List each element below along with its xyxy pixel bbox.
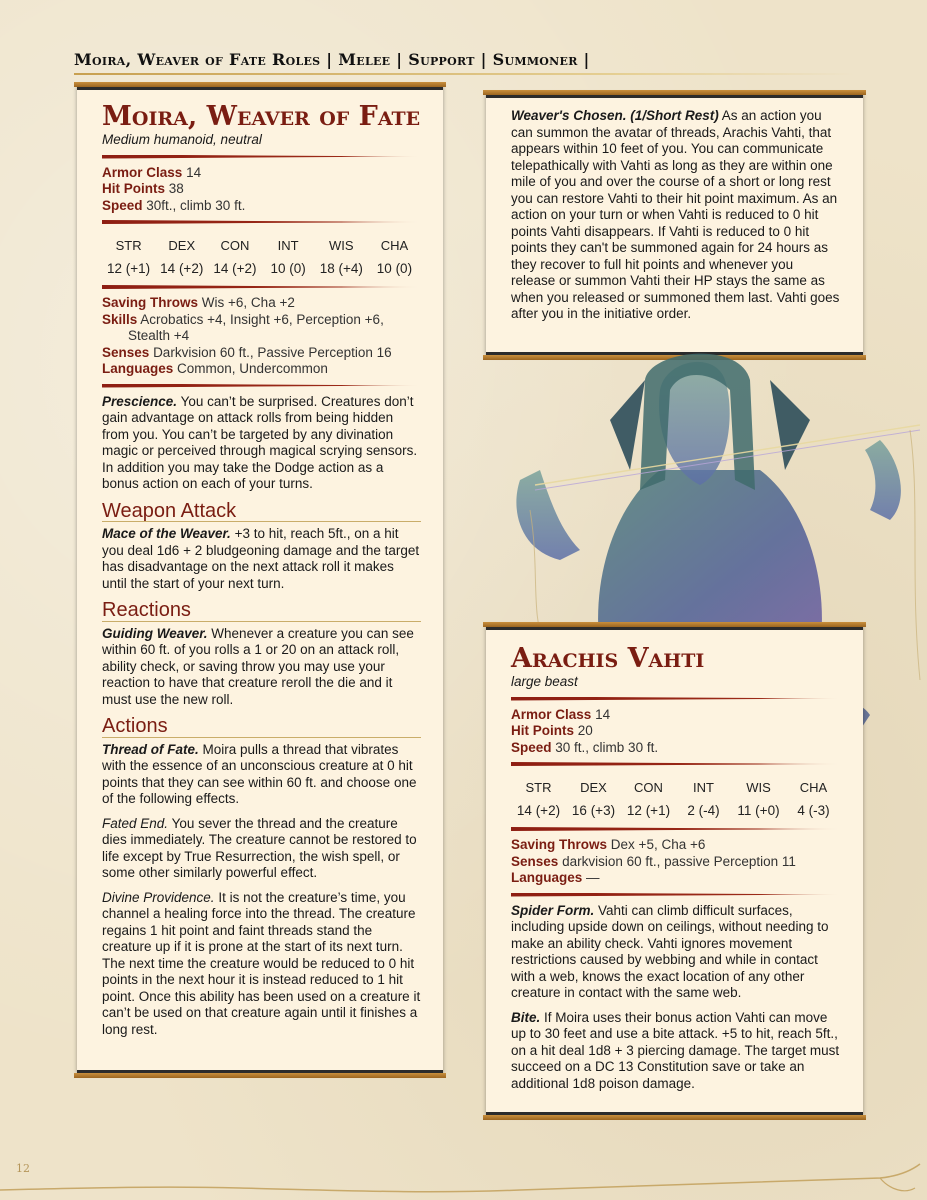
- ability-name: WIS: [328, 238, 354, 253]
- ability-name: INT: [693, 780, 714, 795]
- header-rule: [74, 73, 854, 75]
- vahti-name: Arachis Vahti: [511, 643, 705, 674]
- page-header: Moira, Weaver of Fate Roles | Melee | Support | Summoner |: [74, 50, 590, 69]
- armor-class: Armor Class 14: [102, 164, 202, 180]
- divider: [102, 384, 421, 388]
- divider: [102, 285, 421, 289]
- languages: Languages Common, Undercommon: [102, 361, 328, 376]
- page-number: 12: [16, 1162, 30, 1175]
- ability-score: 18 (+4): [319, 260, 363, 276]
- trait-bite: Bite. If Moira uses their bonus action Vahti can move up to 30 feet and use a bite attack. +5 to hit, reach 5ft., on a hit deal 1d8 + 3 piercing damage. The target must succeed on a DC 13 Constitution save or take an additional 1d8 poison damage.: [511, 1009, 840, 1091]
- ability-name: CON: [634, 780, 663, 795]
- ability-score: 11 (+0): [737, 802, 780, 818]
- ability-score: 14 (+2): [160, 260, 204, 276]
- armor-class: Armor Class 14: [511, 706, 611, 722]
- senses: Senses Darkvision 60 ft., Passive Perception 16: [102, 344, 392, 360]
- ability-name: STR: [525, 780, 552, 795]
- ability-score: 14 (+2): [213, 260, 257, 276]
- ability-score: 12 (+1): [107, 260, 151, 276]
- ability-score: 14 (+2): [516, 802, 561, 818]
- speed: Speed 30 ft., climb 30 ft.: [511, 739, 659, 755]
- action-fated-end: Fated End. You sever the thread and the creature dies immediately. The creature cannot be restored to life except by True Resurrection, the wish spell, or some other similarly powerful effect.: [102, 815, 417, 880]
- footer-ornament: [0, 1160, 927, 1200]
- ability-name: CHA: [799, 780, 828, 795]
- ability-name: STR: [115, 238, 142, 253]
- divider: [511, 762, 841, 766]
- ability-name: WIS: [746, 780, 771, 795]
- ability-name: DEX: [580, 780, 607, 795]
- moira-type: Medium humanoid, neutral: [102, 132, 262, 147]
- action-divine-providence: Divine Providence. It is not the creature’s time, you channel a healing force into the thread. The creature regains 1 hit point and faint threads stand the creature up if it is prone at the start of its next turn. The next time the creature would be reduced to 0 hit points in the next hour it is instead reduced to 1 hit point. Once this ability has been used on a creature it can’t be used on that creature again until it finishes a long rest.: [102, 889, 421, 1037]
- trait-prescience: Prescience. You can’t be surprised. Creatures don’t gain advantage on attack rolls from being hidden from you. You can’t be targeted by any divination magic or perceived through magical scrying sensors. In addition you may take the Dodge action as a bonus action on each of your turns.: [102, 393, 418, 491]
- divider: [511, 697, 841, 701]
- trait-spider-form: Spider Form. Vahti can climb difficult surfaces, including upside down on ceilings, without needing to make an ability check. Vahti ignores movement restrictions caused by webbing and while in contact with a web, knows the exact location of any other creature in contact with the same web.: [511, 902, 829, 1000]
- ability-score: 4 (-3): [797, 802, 830, 818]
- hit-points: Hit Points 38: [102, 181, 184, 196]
- ability-score: 10 (0): [270, 260, 306, 276]
- ability-name: DEX: [168, 238, 196, 253]
- ability-name: CON: [220, 238, 250, 253]
- weavers-chosen-trait: Weaver's Chosen. (1/Short Rest) As an action you can summon the avatar of threads, Arachis Vahti, that appears within 10 feet of you. You can communicate telepathically with Vahti as long as they are within one mile of you and over the course of a short or long rest you can restore Vahti to their hit point maximum. As an action on your turn or when Vahti is reduced to 0 hit points Vahti disappears. If Vahti is reduced to 0 hit points they can't be summoned again for 24 hours as they recover to full hit points and whenever you release or summon Vahti their HP stays the same as when you released or summoned them last. Vahti goes after you in the initiative order.: [511, 108, 840, 321]
- divider: [511, 827, 841, 831]
- hit-points: Hit Points 20: [511, 723, 593, 738]
- section-heading: Weapon Attack: [102, 503, 421, 523]
- section-heading: Actions: [102, 718, 421, 738]
- saving-throws: Saving Throws Dex +5, Cha +6: [511, 837, 706, 852]
- vahti-type: large beast: [511, 674, 578, 689]
- ability-score: 10 (0): [376, 260, 413, 276]
- divider: [511, 893, 841, 897]
- ability-score: 16 (+3): [571, 802, 616, 818]
- vahti-stat-block: [486, 626, 863, 1116]
- divider: [102, 155, 421, 159]
- ability-scores: [511, 780, 841, 819]
- ability-score: 2 (-4): [687, 802, 720, 818]
- saving-throws: Saving Throws Wis +6, Cha +2: [102, 295, 295, 310]
- ability-score: 12 (+1): [626, 802, 671, 818]
- weavers-chosen-block: [486, 94, 863, 356]
- skills: Skills Acrobatics +4, Insight +6, Perception +6, Stealth +4: [102, 311, 384, 343]
- attack-mace: Mace of the Weaver. +3 to hit, reach 5ft., on a hit you deal 1d6 + 2 bludgeoning damage and the target has disadvantage on the next attack roll it makes until the start of your next turn.: [102, 526, 420, 591]
- divider: [102, 220, 421, 224]
- moira-name: Moira, Weaver of Fate: [102, 101, 421, 132]
- reaction-guiding-weaver: Guiding Weaver. Whenever a creature you can see within 60 ft. of you rolls a 1 or 20 on an attack roll, ability check, or saving throw you may use your reaction to have that creature reroll the die and it must use the new roll.: [102, 625, 414, 707]
- speed: Speed 30ft., climb 30 ft.: [102, 197, 246, 213]
- languages: Languages —: [511, 870, 600, 885]
- ability-name: INT: [277, 238, 299, 253]
- section-heading: Reactions: [102, 602, 421, 622]
- action-thread-of-fate: Thread of Fate. Moira pulls a thread that vibrates with the essence of an unconscious creature at 0 hit points that they can see within 60 ft. and choose one of the following effects.: [102, 741, 417, 806]
- moira-stat-block: [77, 86, 443, 1074]
- ability-name: CHA: [380, 238, 409, 253]
- senses: Senses darkvision 60 ft., passive Perception 11: [511, 853, 796, 869]
- ability-scores: [102, 238, 421, 277]
